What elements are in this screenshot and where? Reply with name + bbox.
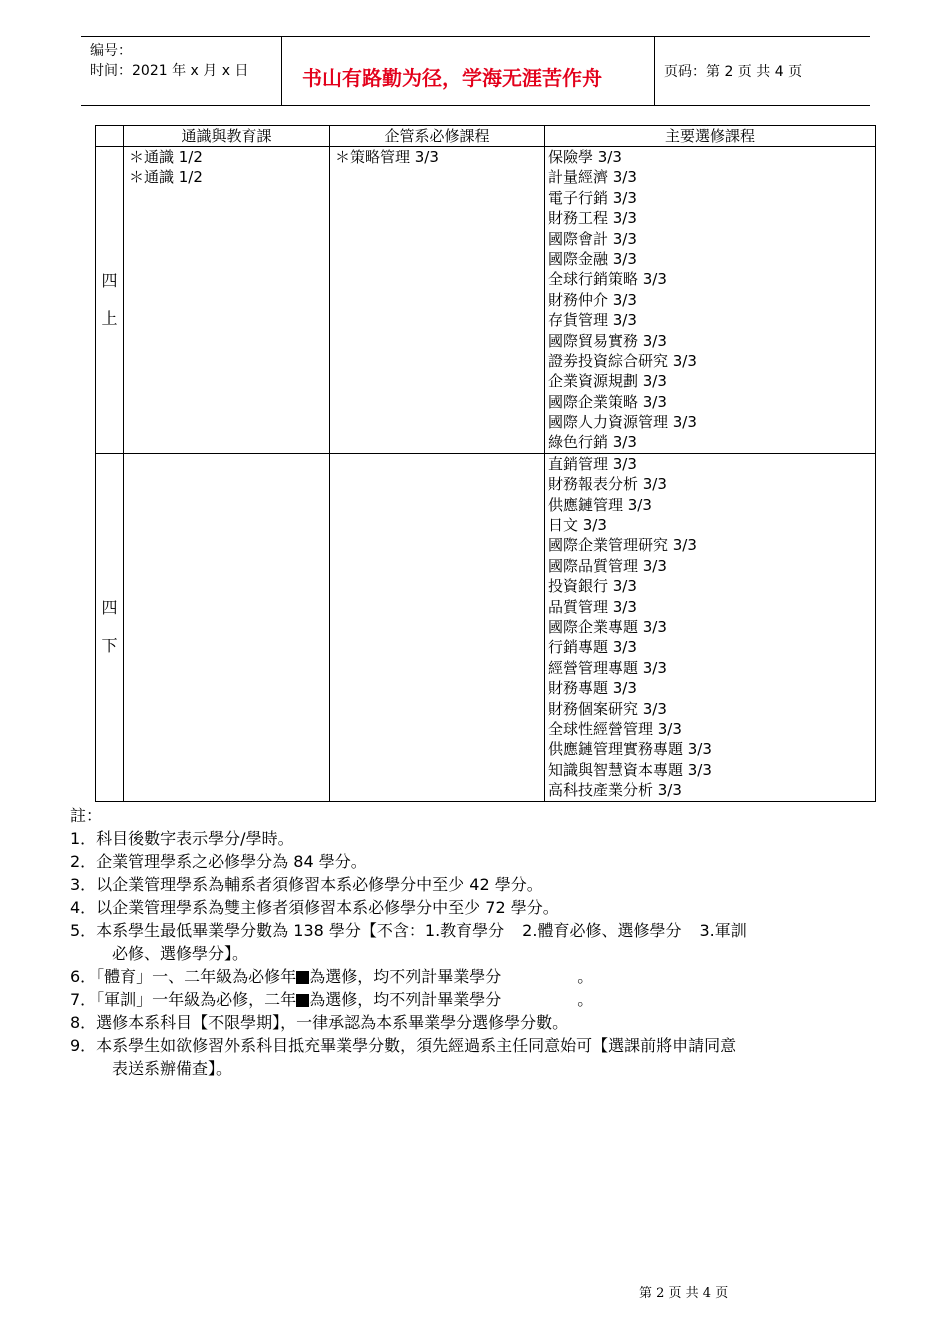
number-label: 编号：: [90, 43, 132, 59]
course-item: 國際企業專題 3/3: [548, 617, 667, 636]
notes-section: [70, 804, 890, 1080]
note-item: 9．本系學生如欲修習外系科目抵充畢業學分數，須先經過系主任同意始可【選課前將申請同意: [70, 1036, 737, 1055]
course-item: 經營管理專題 3/3: [548, 658, 667, 677]
course-item: 國際企業管理研究 3/3: [548, 536, 697, 555]
course-item: ＊通識 1/2: [129, 168, 203, 187]
semester-row-lower: [96, 453, 876, 801]
course-item: 電子行銷 3/3: [548, 188, 637, 207]
course-item: 計量經濟 3/3: [548, 168, 637, 187]
note-item: 2．企業管理學系之必修學分為 84 學分。: [70, 852, 367, 871]
note-item-continuation: 必修、選修學分】。: [112, 944, 249, 963]
note-item: 5．本系學生最低畢業學分數為 138 學分【不含：1.教育學分 2.體育必修、選修學分 3.軍訓: [70, 921, 747, 940]
course-item: 日文 3/3: [548, 516, 607, 535]
column-header-required: 企管系必修課程: [330, 126, 545, 147]
course-item: 財務個案研究 3/3: [548, 699, 667, 718]
redacted-mark: 四: [297, 994, 309, 1007]
required-courses-cell: [330, 453, 545, 801]
motto-text: 书山有路勤为径，学海无涯苦作舟: [302, 66, 602, 90]
page-footer: 第 2 页 共 4 页: [639, 1286, 729, 1301]
table-header-row: [96, 126, 876, 147]
course-item: 供應鏈管理 3/3: [548, 495, 652, 514]
redacted-mark: 四: [297, 971, 309, 984]
time-label: 时间：2021 年 x 月 x 日: [90, 63, 249, 79]
page-header: [81, 36, 870, 106]
note-item: 4．以企業管理學系為雙主修者須修習本系必修學分中至少 72 學分。: [70, 898, 559, 917]
course-item: 直銷管理 3/3: [548, 454, 637, 473]
course-item: ＊策略管理 3/3: [335, 148, 439, 166]
course-item: 保險學 3/3: [548, 148, 622, 166]
column-header-electives: 主要選修課程: [545, 126, 876, 147]
course-item: 財務工程 3/3: [548, 209, 637, 228]
notes-heading: 註：: [70, 806, 103, 825]
course-item: 行銷專題 3/3: [548, 638, 637, 657]
course-item: 國際人力資源管理 3/3: [548, 413, 697, 432]
course-item: 財務報表分析 3/3: [548, 475, 667, 494]
semester-label: 四 下: [96, 453, 124, 801]
course-item: 財務專題 3/3: [548, 679, 637, 698]
course-item: 高科技產業分析 3/3: [548, 781, 682, 800]
course-item: 國際會計 3/3: [548, 229, 637, 248]
note-item: 6．「體育」一、二年級為必修年四為選修，均不列計畢業學分 。: [70, 967, 594, 986]
course-item: 投資銀行 3/3: [548, 577, 637, 596]
course-item: 全球性經營管理 3/3: [548, 719, 682, 738]
note-item: 7．「軍訓」一年級為必修，二年四為選修，均不列計畢業學分 。: [70, 990, 594, 1009]
semester-label: 四 上: [96, 147, 124, 454]
course-item: 綠色行銷 3/3: [548, 433, 637, 452]
course-item: 全球行銷策略 3/3: [548, 270, 667, 289]
semester-row-upper: [96, 147, 876, 454]
course-item: 證劵投資綜合研究 3/3: [548, 351, 697, 370]
general-courses-cell: [124, 147, 330, 454]
note-item: 3．以企業管理學系為輔系者須修習本系必修學分中至少 42 學分。: [70, 875, 543, 894]
course-item: 存貨管理 3/3: [548, 311, 637, 330]
course-item: 供應鏈管理實務專題 3/3: [548, 740, 712, 759]
course-item: 財務仲介 3/3: [548, 290, 637, 309]
header-motto-cell: [282, 37, 655, 105]
course-item: 國際品質管理 3/3: [548, 556, 667, 575]
general-courses-cell: [124, 453, 330, 801]
elective-courses-cell: [545, 453, 876, 801]
note-item: 1．科目後數字表示學分/學時。: [70, 829, 294, 848]
course-item: 知識與智慧資本專題 3/3: [548, 760, 712, 779]
course-item: 國際貿易實務 3/3: [548, 331, 667, 350]
course-item: ＊通識 1/2: [129, 148, 203, 166]
required-courses-cell: [330, 147, 545, 454]
course-item: 國際企業策略 3/3: [548, 392, 667, 411]
note-item-continuation: 表送系辦備查】。: [112, 1059, 233, 1078]
course-table: [95, 125, 876, 802]
header-info: [81, 37, 282, 105]
note-item: 8．選修本系科目【不限學期】，一律承認為本系畢業學分選修學分數。: [70, 1013, 569, 1032]
elective-courses-cell: [545, 147, 876, 454]
course-item: 國際金融 3/3: [548, 249, 637, 268]
corner-cell: [96, 126, 124, 147]
course-item: 企業資源規劃 3/3: [548, 372, 667, 391]
column-header-general: 通識與教育課: [124, 126, 330, 147]
course-item: 品質管理 3/3: [548, 597, 637, 616]
page-code: 页码：第 2 页 共 4 页: [664, 64, 803, 80]
